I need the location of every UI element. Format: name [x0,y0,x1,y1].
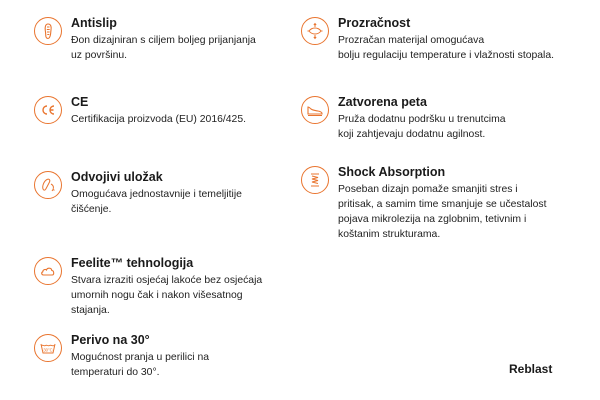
feature-description: Stvara izraziti osjećaj lakoće bez osjećaja umornih nogu čak i nakon višesatnog stajanja. [71,275,263,316]
feature-description: Mogućnost pranja u perilici na temperaturi do 30°. [71,352,210,378]
feature-description: Poseban dizajn pomaže smanjiti stres i pritisak, a samim time smanjuje se učestalost pojava mikrolezija na zglobnim, tetivnim i koštanim strukturama. [338,184,547,240]
feature-odvojivi-ulozak [34,170,242,217]
feature-zatvorena-peta [301,95,506,142]
feature-title: Feelite™ tehnologija [71,256,194,270]
feature-title: CE [71,95,89,109]
feature-perivo [34,333,209,380]
brand-name: Reblast [509,362,553,376]
feature-description: Prozračan materijal omogućava bolju regulaciju temperature i vlažnosti stopala. [338,35,555,61]
cloud-icon [34,257,62,285]
insole-icon [34,171,62,199]
feature-ce [34,95,246,127]
feature-shock-absorption [301,165,546,242]
feature-feelite [34,256,262,318]
feature-description: Omogućava jednostavnije i temeljitije čišćenje. [71,189,242,215]
feature-title: Shock Absorption [338,165,446,179]
feature-description: Pruža dodatnu podršku u trenutcima koji zahtjevaju dodatnu agilnost. [338,114,506,140]
feature-description: Certifikacija proizvoda (EU) 2016/425. [71,114,246,125]
sole-icon [34,17,62,45]
svg-text:30°C: 30°C [43,347,53,353]
feature-description: Đon dizajniran s ciljem boljeg prijanjanja uz površinu. [71,35,256,61]
feature-title: Perivo na 30° [71,333,150,347]
wash-30-icon [34,334,62,362]
feature-title: Prozračnost [338,16,411,30]
ce-mark-icon [34,96,62,124]
feature-title: Zatvorena peta [338,95,427,109]
feature-title: Odvojivi uložak [71,170,163,184]
spring-icon [301,166,329,194]
feature-title: Antislip [71,16,117,30]
breathability-icon [301,17,329,45]
feature-antislip [34,16,256,63]
shoe-heel-icon [301,96,329,124]
feature-prozracnost [301,16,554,63]
